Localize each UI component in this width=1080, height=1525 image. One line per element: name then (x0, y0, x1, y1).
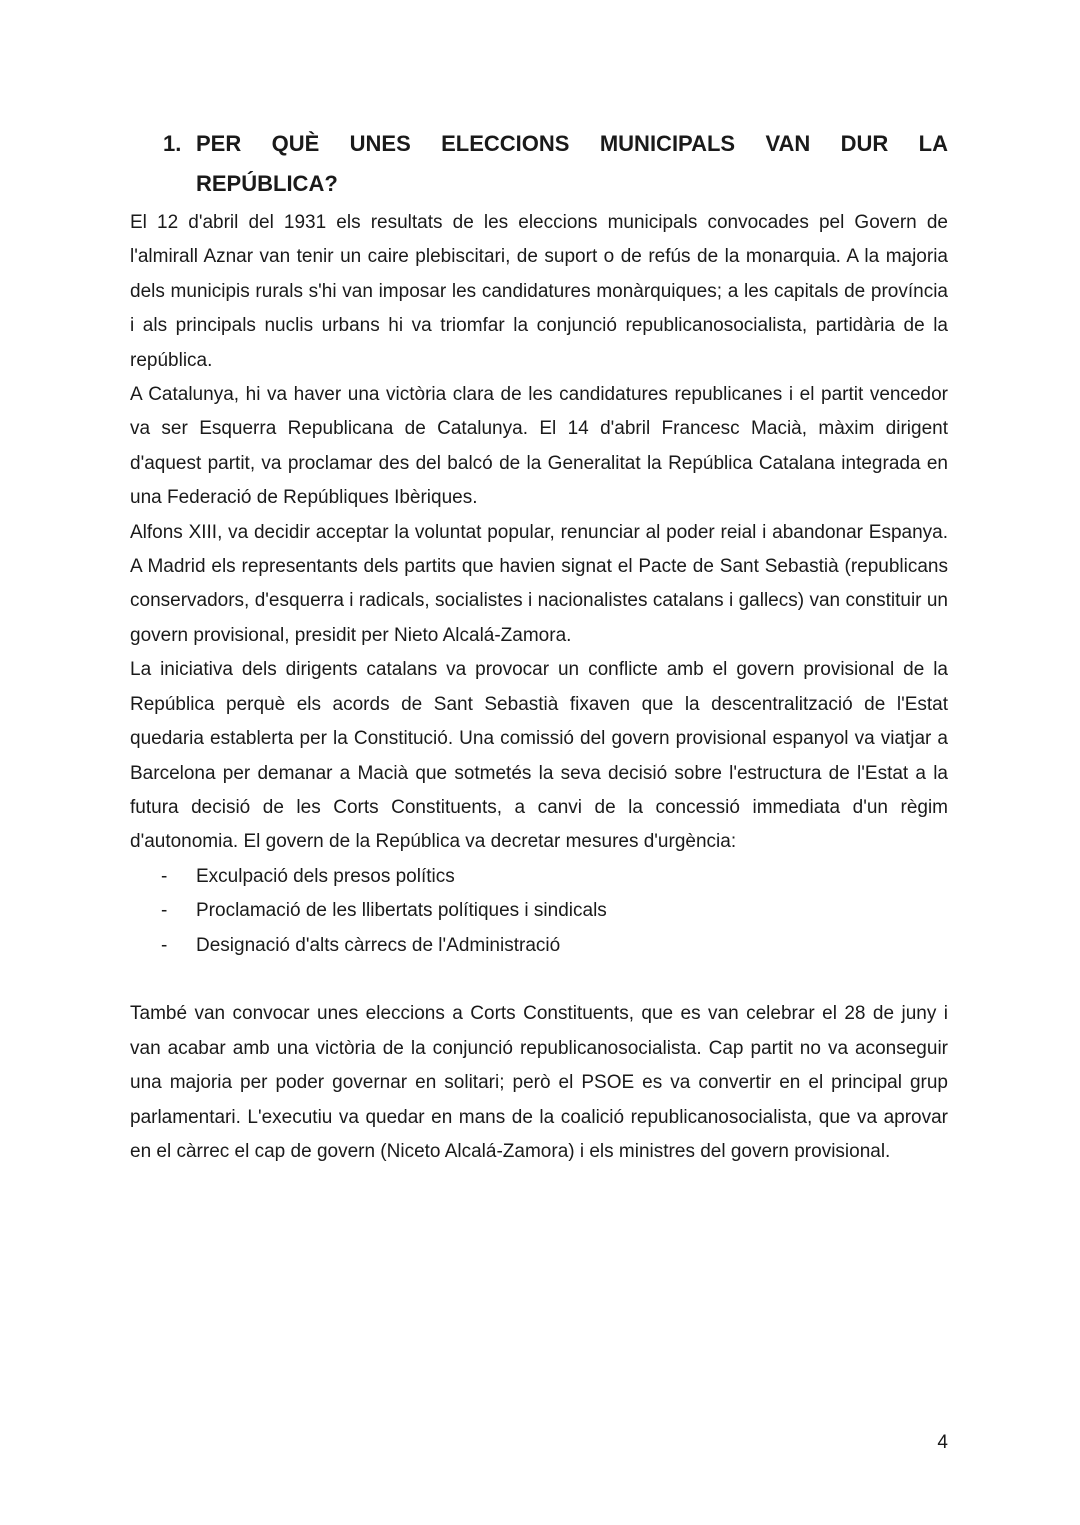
paragraph-constituent-elections: També van convocar unes eleccions a Corts Constituents, que es van celebrar el 28 de juny i van acabar amb una victòria de la conjunció republicanosocialista. Cap partit no va aconseguir una majoria per poder governar en solitari; però el PSOE es va convertir en el principal grup parlamentari. L'executiu va quedar en mans de la coalició republicanosocialista, que va aprovar en el càrrec el cap de govern (Niceto Alcalá-Zamora) i els ministres del govern provisional. (130, 1003, 948, 1162)
heading-title-line-1: PER QUÈ UNES ELECCIONS MUNICIPALS VAN DUR LA (196, 131, 948, 156)
page-number: 4 (937, 1432, 948, 1453)
list-item-text: Exculpació dels presos polítics (196, 865, 455, 887)
section-heading (163, 124, 948, 204)
list-item (130, 894, 948, 928)
paragraph-conflict: La iniciativa dels dirigents catalans va provocar un conflicte amb el govern provisional de la República perquè els acords de Sant Sebastià fixaven que la descentralització de l'Estat quedaria establerta per la Constitució. Una comissió del govern provisional espanyol va viatjar a Barcelona per demanar a Macià que sotmetés la seva decisió sobre l'estructura de l'Estat a la futura decisió de les Corts Constituents, a canvi de la concessió immediata d'un règim d'autonomia. El govern de la República va decretar mesures d'urgència: (130, 659, 948, 853)
list-item-text: Proclamació de les llibertats polítiques i sindicals (196, 900, 607, 922)
heading-title-line-2: REPÚBLICA? (196, 171, 338, 196)
bullet-dash: - (161, 934, 168, 956)
blank-line (130, 963, 948, 997)
bullet-dash: - (161, 900, 168, 922)
urgent-measures-list (130, 860, 948, 963)
list-item-text: Designació d'alts càrrecs de l'Administració (196, 934, 561, 956)
document-body (130, 206, 948, 1169)
heading-title (196, 124, 948, 204)
heading-number: 1. (163, 131, 182, 156)
paragraph-alfons-xiii: Alfons XIII, va decidir acceptar la voluntat popular, renunciar al poder reial i abandonar Espanya. A Madrid els representants dels partits que havien signat el Pacte de Sant Sebastià (republicans conservadors, d'esquerra i radicals, socialistes i nacionalistes catalans i gallecs) van constituir un govern provisional, presidit per Nieto Alcalá-Zamora. (130, 521, 948, 646)
bullet-dash: - (161, 865, 168, 887)
list-item (130, 860, 948, 894)
list-item (130, 929, 948, 963)
paragraph-catalonia: A Catalunya, hi va haver una victòria clara de les candidatures republicanes i el partit vencedor va ser Esquerra Republicana de Catalunya. El 14 d'abril Francesc Macià, màxim dirigent d'aquest partit, va proclamar des del balcó de la Generalitat la República Catalana integrada en una Federació de Repúbliques Ibèriques. (130, 384, 948, 509)
paragraph-elections: El 12 d'abril del 1931 els resultats de les eleccions municipals convocades pel Govern de l'almirall Aznar van tenir un caire plebiscitari, de suport o de refús de la monarquia. A la majoria dels municipis rurals s'hi van imposar les candidatures monàrquiques; a les capitals de província i als principals nuclis urbans hi va triomfar la conjunció republicanosocialista, partidària de la república. (130, 212, 948, 371)
